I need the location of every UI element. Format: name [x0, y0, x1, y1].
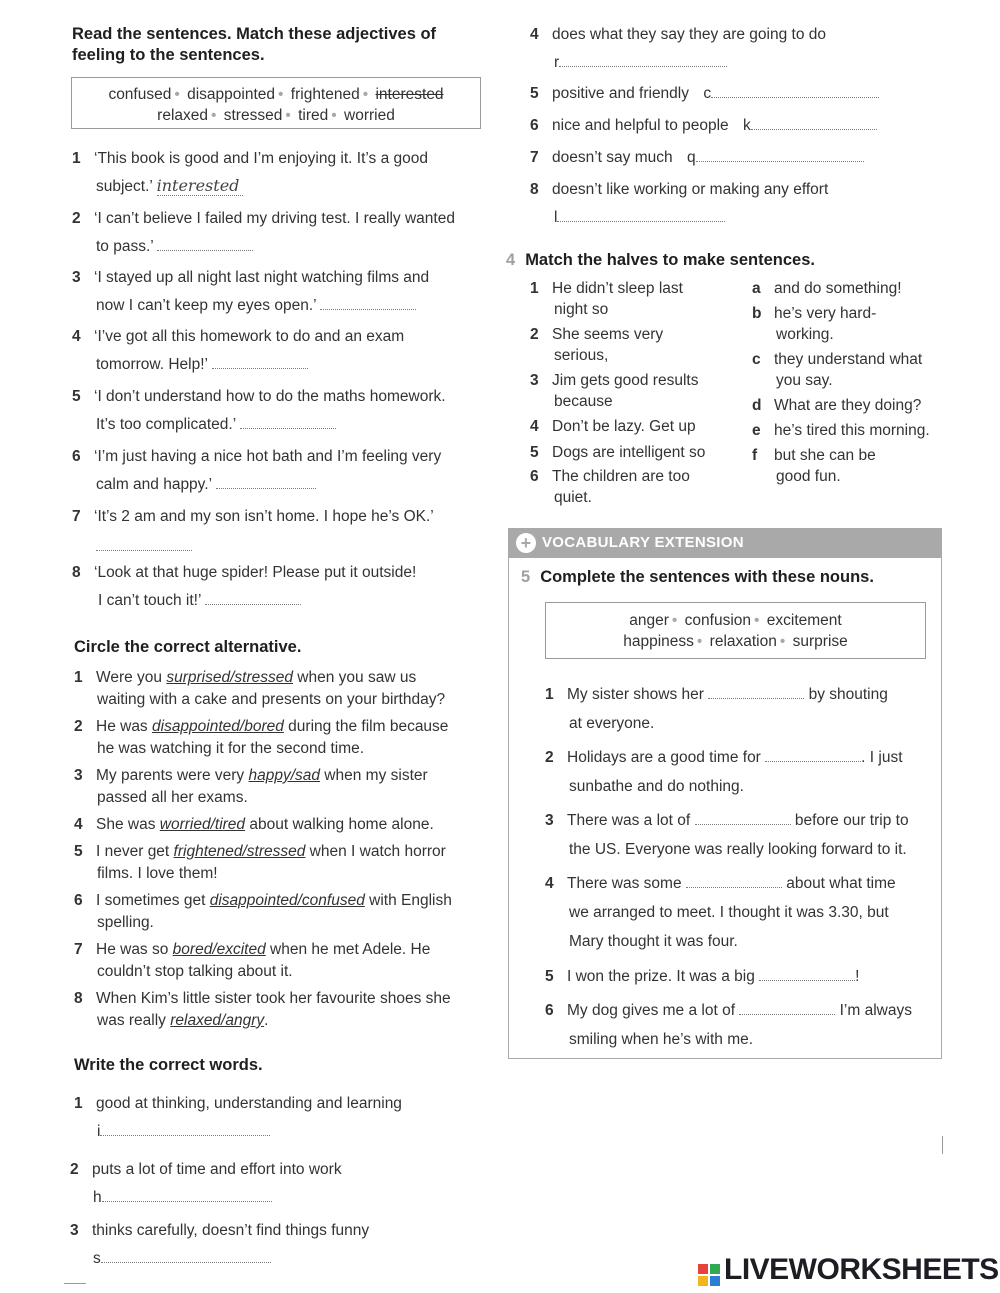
match-right-item: c they understand what you say.	[752, 351, 923, 389]
adjective-word-box: confused • disappointed • frightened • interested relaxed • stressed • tired • worried	[71, 77, 481, 129]
answer-blank[interactable]	[101, 1248, 271, 1263]
sec3-title: Write the correct words.	[74, 1056, 263, 1074]
sec1-item: 1 ‘This book is good and I’m enjoying it. It’s a good subject.’ interested	[72, 150, 429, 195]
sec1-item: 7 ‘It’s 2 am and my son isn’t home. I hope he’s OK.’	[72, 506, 434, 558]
alternative-choice[interactable]: frightened/stressed	[173, 843, 306, 860]
sec1-item: 3 ‘I stayed up all night last night watching films and now I can’t keep my eyes open.’	[72, 269, 430, 314]
answer-blank[interactable]	[711, 83, 879, 98]
sec3-item: 3 thinks carefully, doesn’t find things funny s	[70, 1222, 370, 1267]
alternative-choice[interactable]: disappointed/bored	[152, 718, 284, 735]
match-left-item: 3 Jim gets good results because	[530, 372, 699, 410]
sec5-item: 5 I won the prize. It was a big !	[545, 968, 860, 985]
sec3-item: 7 doesn’t say much q	[530, 147, 864, 169]
match-right-item: a and do something!	[752, 280, 902, 297]
answer-blank[interactable]	[102, 1187, 272, 1202]
match-right-item: e he’s tired this morning.	[752, 422, 930, 439]
match-left-item: 2 She seems very serious,	[530, 326, 664, 364]
answer-blank[interactable]	[708, 684, 804, 699]
sec2-item: 4 She was worried/tired about walking home alone.	[74, 816, 434, 833]
sec2-title: Circle the correct alternative.	[74, 638, 302, 656]
sec3-item: 2 puts a lot of time and effort into work h	[70, 1161, 342, 1206]
sec1-title: Read the sentences. Match these adjectives of feeling to the sentences.	[72, 25, 437, 64]
used-word: interested	[375, 86, 444, 103]
answer-blank[interactable]	[557, 207, 725, 222]
match-left-item: 5 Dogs are intelligent so	[530, 444, 706, 461]
logo-grid-icon	[698, 1264, 720, 1286]
match-left-item: 4 Don’t be lazy. Get up	[530, 418, 696, 435]
sec2-list	[74, 667, 494, 1037]
sec2-item: 1 Were you surprised/stressed when you saw us waiting with a cake and presents on your birthday?	[74, 669, 446, 708]
answer-blank[interactable]	[100, 1121, 270, 1136]
answer-blank[interactable]	[205, 590, 301, 605]
match-left-item: 6 The children are too quiet.	[530, 468, 690, 506]
sec3-item: 6 nice and helpful to people k	[530, 115, 877, 137]
sec5-item: 1 My sister shows her by shouting at everyone.	[545, 686, 888, 732]
answer-blank[interactable]	[559, 52, 727, 67]
liveworksheets-logo: LIVEWORKSHEETS	[698, 1252, 999, 1288]
sec1-item: 4 ‘I’ve got all this homework to do and an exam tomorrow. Help!’	[72, 328, 405, 373]
sec3-item: 1 good at thinking, understanding and learning i	[74, 1095, 402, 1140]
vocab-extension-header: + VOCABULARY EXTENSION	[508, 528, 942, 558]
sec1-item: 5 ‘I don’t understand how to do the maths homework. It’s too complicated.’	[72, 388, 446, 433]
sec5-title: 5 Complete the sentences with these nouns.	[521, 568, 874, 586]
sec1-item: 2 ‘I can’t believe I failed my driving test. I really wanted to pass.’	[72, 210, 455, 255]
sec2-item: 3 My parents were very happy/sad when my sister passed all her exams.	[74, 767, 428, 806]
answer-blank[interactable]	[759, 966, 855, 981]
answer-blank[interactable]	[686, 873, 782, 888]
alternative-choice[interactable]: relaxed/angry	[170, 1012, 265, 1029]
alternative-choice[interactable]: disappointed/confused	[209, 892, 365, 909]
sec2-item: 5 I never get frightened/stressed when I watch horror films. I love them!	[74, 843, 446, 882]
noun-word-box: anger • confusion • excitement happiness • relaxation • surprise	[545, 602, 926, 659]
answer-blank[interactable]	[240, 414, 336, 429]
sec2-item: 6 I sometimes get disappointed/confused with English spelling.	[74, 892, 452, 931]
divider	[942, 1136, 943, 1154]
answer-blank[interactable]	[212, 354, 308, 369]
sec4-left-column	[530, 278, 735, 512]
alternative-choice[interactable]: bored/excited	[172, 941, 266, 958]
answer-blank[interactable]	[765, 747, 861, 762]
divider	[64, 1283, 86, 1284]
sec3-item: 8 doesn’t like working or making any effort l	[530, 181, 829, 226]
magnifier-plus-icon: +	[516, 533, 536, 553]
answer-blank[interactable]	[751, 115, 877, 130]
sec1-item: 8 ‘Look at that huge spider! Please put it outside! I can’t touch it!’	[72, 564, 417, 609]
alternative-choice[interactable]: worried/tired	[159, 816, 246, 833]
answer-blank[interactable]	[157, 236, 253, 251]
sec3-item: 5 positive and friendly c	[530, 83, 879, 105]
answer-blank[interactable]	[739, 1000, 835, 1015]
sec1-item: 6 ‘I’m just having a nice hot bath and I’m feeling very calm and happy.’	[72, 448, 442, 493]
match-left-item: 1 He didn’t sleep last night so	[530, 280, 683, 318]
match-right-item: b he’s very hard- working.	[752, 305, 877, 343]
sec3-item: 4 does what they say they are going to do r	[530, 26, 827, 71]
alternative-choice[interactable]: happy/sad	[248, 767, 320, 784]
sec5-item: 2 Holidays are a good time for . I just sunbathe and do nothing.	[545, 749, 903, 795]
sec2-item: 8 When Kim’s little sister took her favourite shoes she was really relaxed/angry.	[74, 990, 451, 1029]
match-right-item: d What are they doing?	[752, 397, 922, 414]
alternative-choice[interactable]: surprised/stressed	[166, 669, 293, 686]
answer-blank[interactable]	[695, 810, 791, 825]
answer-blank[interactable]: interested	[157, 177, 243, 196]
answer-blank[interactable]	[696, 147, 864, 162]
sec4-title: 4 Match the halves to make sentences.	[506, 251, 815, 269]
answer-blank[interactable]	[216, 474, 316, 489]
sec2-item: 7 He was so bored/excited when he met Adele. He couldn’t stop talking about it.	[74, 941, 431, 980]
answer-blank[interactable]	[320, 295, 416, 310]
sec5-item: 3 There was a lot of before our trip to the US. Everyone was really looking forward to it.	[545, 812, 909, 858]
sec5-item: 6 My dog gives me a lot of I’m always smiling when he’s with me.	[545, 1002, 912, 1048]
sec2-item: 2 He was disappointed/bored during the film because he was watching it for the second time.	[74, 718, 449, 757]
sec5-item: 4 There was some about what time we arranged to meet. I thought it was 3.30, but Mary thought it was four.	[545, 875, 896, 950]
answer-blank[interactable]	[96, 536, 192, 551]
sec4-right-column	[752, 278, 952, 491]
match-right-item: f but she can be good fun.	[752, 447, 876, 485]
